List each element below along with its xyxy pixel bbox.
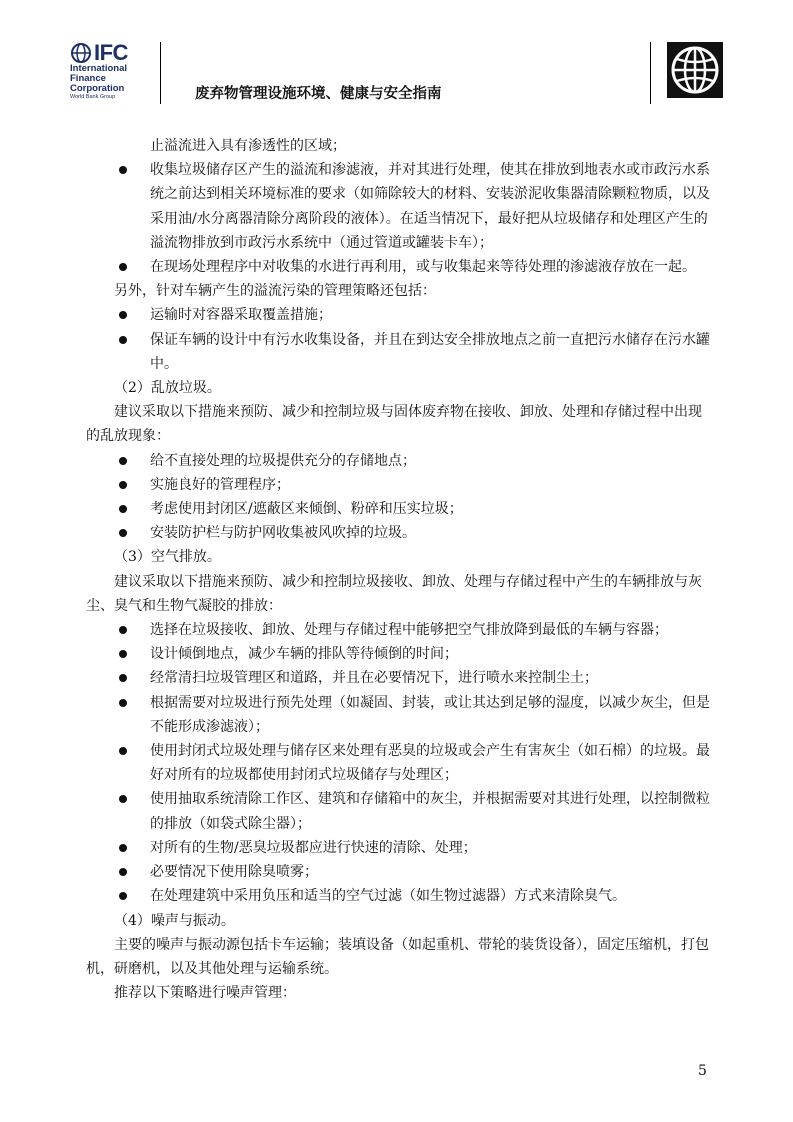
bullet-dot-icon xyxy=(119,481,127,489)
bullet-dot-icon xyxy=(119,626,127,634)
section-heading: （3）空气排放。 xyxy=(114,549,221,566)
bullet-dot-icon xyxy=(119,650,127,658)
ifc-mark-text: IFC xyxy=(94,40,128,65)
paragraph: 建议采取以下措施来预防、减少和控制垃圾与固体废弃物在接收、卸放、处理和存储过程中出现的乱放现象： xyxy=(86,404,702,445)
bullet-text: 在现场处理程序中对收集的水进行再利用，或与收集起来等待处理的渗滤液存放在一起。 xyxy=(150,259,696,276)
bullet-text: 运输时对容器采取覆盖措施； xyxy=(150,307,332,324)
bullet-text: 使用抽取系统清除工作区、建筑和存储箱中的灰尘，并根据需要对其进行处理，以控制微粒的排放（如袋式除尘器）； xyxy=(150,791,710,832)
page-title: 废弃物管理设施环境、健康与安全指南 xyxy=(195,86,442,102)
bullet-dot-icon xyxy=(119,674,127,682)
bullet-text: 必要情况下使用除臭喷雾； xyxy=(150,864,318,881)
bullet-dot-icon xyxy=(119,844,127,852)
bullet-item xyxy=(86,642,710,666)
bullet-dot-icon xyxy=(119,336,127,344)
section-heading: （2）乱放垃圾。 xyxy=(114,380,221,397)
bullet-dot-icon xyxy=(119,795,127,803)
bullet-item xyxy=(86,618,710,642)
bullet-text: 安装防护栏与防护网收集被风吹掉的垃圾。 xyxy=(150,525,416,542)
header-divider xyxy=(650,42,651,104)
bullet-item xyxy=(86,328,710,376)
bullet-item xyxy=(86,691,710,739)
bullet-item xyxy=(86,473,710,497)
bullet-item xyxy=(86,666,710,690)
bullet-dot-icon xyxy=(119,892,127,900)
bullet-item xyxy=(86,303,710,327)
document-body xyxy=(86,134,710,1005)
ifc-logo xyxy=(70,42,150,106)
bullet-text: 选择在垃圾接收、卸放、处理与存储过程中能够把空气排放降到最低的车辆与容器； xyxy=(150,622,668,639)
bullet-item xyxy=(86,787,710,835)
paragraph: 另外，针对车辆产生的溢流污染的管理策略还包括： xyxy=(114,283,436,300)
ifc-name-line: Finance xyxy=(70,73,106,84)
bullet-dot-icon xyxy=(119,699,127,707)
bullet-text: 设计倾倒地点，减少车辆的排队等待倾倒的时间； xyxy=(150,646,458,663)
bullet-dot-icon xyxy=(119,263,127,271)
page-header xyxy=(0,0,793,120)
bullet-text: 给不直接处理的垃圾提供充分的存储地点； xyxy=(150,452,416,469)
bullet-item xyxy=(86,884,710,908)
bullet-dot-icon xyxy=(119,747,127,755)
page-number: 5 xyxy=(698,1063,707,1079)
bullet-item xyxy=(86,860,710,884)
bullet-text: 经常清扫垃圾管理区和道路，并且在必要情况下，进行喷水来控制尘土； xyxy=(150,670,598,687)
bullet-text: 使用封闭式垃圾处理与储存区来处理有恶臭的垃圾或会产生有害灰尘（如石棉）的垃圾。最好对所有的垃圾都使用封闭式垃圾储存与处理区； xyxy=(150,743,710,784)
bullet-item xyxy=(86,497,710,521)
paragraph: 推荐以下策略进行噪声管理： xyxy=(114,985,296,1002)
bullet-dot-icon xyxy=(119,505,127,513)
bullet-text: 对所有的生物/恶臭垃圾都应进行快速的清除、处理； xyxy=(150,839,477,856)
bullet-item xyxy=(86,739,710,787)
ifc-sub: World Bank Group xyxy=(70,94,116,100)
bullet-text: 根据需要对垃圾进行预先处理（如凝固、封装，或让其达到足够的湿度，以减少灰尘，但是不能形成渗滤液）； xyxy=(150,694,710,735)
bullet-dot-icon xyxy=(119,166,127,174)
header-divider xyxy=(160,42,161,104)
bullet-dot-icon xyxy=(119,868,127,876)
bullet-item xyxy=(86,158,710,255)
bullet-dot-icon xyxy=(119,311,127,319)
section-heading: （4）噪声与振动。 xyxy=(114,912,235,929)
bullet-text: 在处理建筑中采用负压和适当的空气过滤（如生物过滤器）方式来清除臭气。 xyxy=(150,888,626,905)
paragraph: 建议采取以下措施来预防、减少和控制垃圾接收、卸放、处理与存储过程中产生的车辆排放与灰尘、臭气和生物气凝胶的排放： xyxy=(86,573,702,614)
world-bank-globe-icon xyxy=(667,42,723,98)
paragraph: 主要的噪声与振动源包括卡车运输；装填设备（如起重机、带轮的装货设备），固定压缩机，打包机，研磨机，以及其他处理与运输系统。 xyxy=(86,936,709,977)
bullet-dot-icon xyxy=(119,457,127,465)
bullet-dot-icon xyxy=(119,529,127,537)
bullet-item xyxy=(86,521,710,545)
ifc-globe-icon xyxy=(70,42,92,64)
bullet-item xyxy=(86,449,710,473)
bullet-continuation: 止溢流进入具有渗透性的区域； xyxy=(150,138,346,154)
bullet-text: 实施良好的管理程序； xyxy=(150,476,290,493)
ifc-name-line: International xyxy=(70,63,128,74)
bullet-item xyxy=(86,836,710,860)
ifc-name-line: Corporation xyxy=(70,83,125,94)
bullet-text: 收集垃圾储存区产生的溢流和渗滤液，并对其进行处理，使其在排放到地表水或市政污水系统之前达到相关环境标准的要求（如筛除较大的材料、安装淤泥收集器清除颗粒物质，以及采用油/水分离器清除分离阶段的液体）。在适当情况下，最好把从垃圾储存和处理区产生的溢流物排放到市政污水系统中（通过管道或罐装卡车）； xyxy=(150,162,710,251)
bullet-text: 考虑使用封闭区/遮蔽区来倾倒、粉碎和压实垃圾； xyxy=(150,501,463,518)
bullet-item xyxy=(86,255,710,279)
bullet-text: 保证车辆的设计中有污水收集设备，并且在到达安全排放地点之前一直把污水储存在污水罐中。 xyxy=(150,331,710,372)
